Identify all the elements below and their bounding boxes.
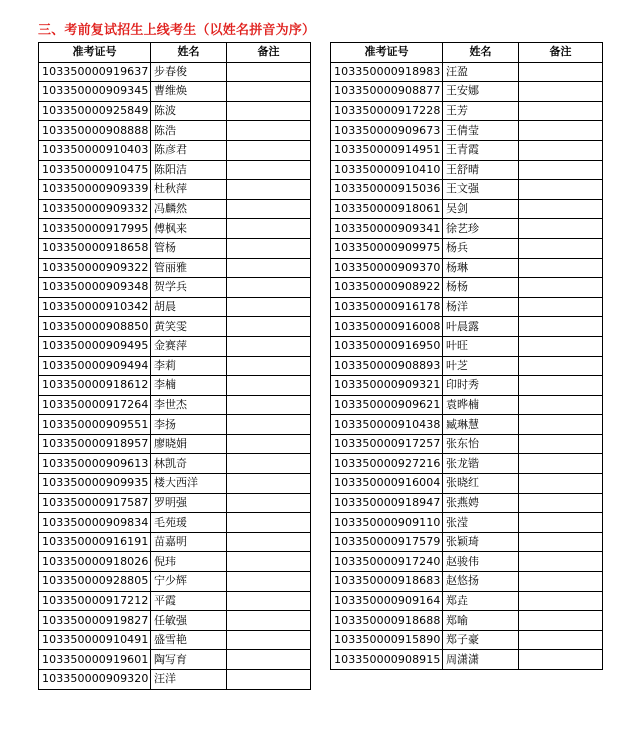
candidate-note-cell <box>519 611 603 631</box>
candidate-note-cell <box>519 278 603 298</box>
candidate-note-cell <box>519 650 603 670</box>
candidate-name-cell: 汪盈 <box>443 62 519 82</box>
candidate-note-cell <box>519 630 603 650</box>
candidate-name-cell: 冯麟然 <box>151 199 227 219</box>
candidate-name-cell: 曹维焕 <box>151 82 227 102</box>
candidate-id-cell: 103350000916950 <box>331 336 443 356</box>
table-row <box>39 474 311 494</box>
candidate-note-cell <box>227 493 311 513</box>
table-row <box>39 140 311 160</box>
candidate-note-cell <box>227 552 311 572</box>
candidate-id-cell: 103350000918061 <box>331 199 443 219</box>
candidate-id-cell: 103350000909332 <box>39 199 151 219</box>
candidate-id-cell: 103350000909621 <box>331 395 443 415</box>
candidate-name-cell: 张晓红 <box>443 474 519 494</box>
candidate-note-cell <box>519 552 603 572</box>
candidate-name-cell: 王舒晴 <box>443 160 519 180</box>
table-row <box>331 82 603 102</box>
candidate-note-cell <box>519 493 603 513</box>
candidate-note-cell <box>519 219 603 239</box>
table-row <box>39 513 311 533</box>
table-row <box>331 591 603 611</box>
candidate-note-cell <box>227 140 311 160</box>
candidate-id-cell: 103350000909975 <box>331 238 443 258</box>
candidate-name-cell: 张颖琦 <box>443 532 519 552</box>
candidate-id-cell: 103350000918683 <box>331 572 443 592</box>
candidate-id-cell: 103350000918957 <box>39 434 151 454</box>
candidate-note-cell <box>519 121 603 141</box>
candidate-name-cell: 王文强 <box>443 180 519 200</box>
table-row <box>331 160 603 180</box>
candidate-id-cell: 103350000909341 <box>331 219 443 239</box>
table-row <box>331 650 603 670</box>
candidate-note-cell <box>519 415 603 435</box>
candidate-note-cell <box>519 140 603 160</box>
candidate-note-cell <box>227 670 311 690</box>
candidate-id-cell: 103350000910475 <box>39 160 151 180</box>
candidate-id-cell: 103350000909495 <box>39 336 151 356</box>
candidate-id-cell: 103350000909348 <box>39 278 151 298</box>
candidate-id-cell: 103350000914951 <box>331 140 443 160</box>
candidate-id-cell: 103350000916191 <box>39 532 151 552</box>
candidate-id-cell: 103350000917587 <box>39 493 151 513</box>
table-row <box>331 532 603 552</box>
column-header-note: 备注 <box>519 43 603 63</box>
candidate-name-cell: 张滢 <box>443 513 519 533</box>
table-row <box>39 199 311 219</box>
candidate-id-cell: 103350000909494 <box>39 356 151 376</box>
table-row <box>39 591 311 611</box>
candidate-note-cell <box>519 572 603 592</box>
table-row <box>39 415 311 435</box>
candidate-note-cell <box>519 513 603 533</box>
candidate-name-cell: 张燕娉 <box>443 493 519 513</box>
candidate-note-cell <box>227 650 311 670</box>
candidate-name-cell: 李楠 <box>151 376 227 396</box>
candidate-id-cell: 103350000919601 <box>39 650 151 670</box>
candidate-id-cell: 103350000915890 <box>331 630 443 650</box>
table-row <box>331 572 603 592</box>
table-row <box>331 101 603 121</box>
candidate-name-cell: 张东怡 <box>443 434 519 454</box>
candidate-id-cell: 103350000908877 <box>331 82 443 102</box>
candidate-note-cell <box>519 317 603 337</box>
candidate-name-cell: 陶写育 <box>151 650 227 670</box>
candidate-name-cell: 王芳 <box>443 101 519 121</box>
candidate-name-cell: 任敏强 <box>151 611 227 631</box>
table-row <box>331 336 603 356</box>
candidate-name-cell: 陈彦君 <box>151 140 227 160</box>
candidate-name-cell: 步春俊 <box>151 62 227 82</box>
candidate-name-cell: 杨琳 <box>443 258 519 278</box>
table-row <box>39 180 311 200</box>
candidate-note-cell <box>519 82 603 102</box>
candidate-note-cell <box>519 532 603 552</box>
table-row <box>331 219 603 239</box>
table-body-right <box>331 62 603 669</box>
column-header-note: 备注 <box>227 43 311 63</box>
candidate-id-cell: 103350000918947 <box>331 493 443 513</box>
table-row <box>331 317 603 337</box>
table-row <box>39 395 311 415</box>
candidate-name-cell: 廖晓娟 <box>151 434 227 454</box>
candidate-note-cell <box>519 356 603 376</box>
candidate-id-cell: 103350000910491 <box>39 630 151 650</box>
candidate-name-cell: 郑子豪 <box>443 630 519 650</box>
table-row <box>331 474 603 494</box>
table-row <box>331 611 603 631</box>
candidate-id-cell: 103350000908850 <box>39 317 151 337</box>
table-row <box>331 552 603 572</box>
candidate-note-cell <box>227 572 311 592</box>
column-header-id: 准考证号 <box>331 43 443 63</box>
table-row <box>39 532 311 552</box>
candidate-note-cell <box>227 513 311 533</box>
candidate-note-cell <box>227 101 311 121</box>
header-row <box>39 43 311 63</box>
table-row <box>39 297 311 317</box>
candidate-name-cell: 傅枫来 <box>151 219 227 239</box>
candidate-id-cell: 103350000917228 <box>331 101 443 121</box>
candidate-id-cell: 103350000916004 <box>331 474 443 494</box>
candidate-note-cell <box>227 434 311 454</box>
candidate-name-cell: 苗嘉明 <box>151 532 227 552</box>
candidate-id-cell: 103350000908922 <box>331 278 443 298</box>
candidate-note-cell <box>227 258 311 278</box>
candidate-note-cell <box>227 278 311 298</box>
candidate-id-cell: 103350000909834 <box>39 513 151 533</box>
candidate-note-cell <box>227 219 311 239</box>
candidate-id-cell: 103350000910438 <box>331 415 443 435</box>
table-row <box>39 670 311 690</box>
candidate-id-cell: 103350000916178 <box>331 297 443 317</box>
candidate-name-cell: 罗明强 <box>151 493 227 513</box>
candidate-note-cell <box>227 317 311 337</box>
candidate-note-cell <box>519 238 603 258</box>
candidate-name-cell: 汪洋 <box>151 670 227 690</box>
column-header-name: 姓名 <box>151 43 227 63</box>
candidate-id-cell: 103350000909164 <box>331 591 443 611</box>
candidate-id-cell: 103350000909673 <box>331 121 443 141</box>
candidate-id-cell: 103350000909935 <box>39 474 151 494</box>
candidate-name-cell: 管丽雅 <box>151 258 227 278</box>
candidate-name-cell: 郑喻 <box>443 611 519 631</box>
candidate-id-cell: 103350000908888 <box>39 121 151 141</box>
candidate-name-cell: 王青霞 <box>443 140 519 160</box>
candidate-name-cell: 毛苑瑗 <box>151 513 227 533</box>
candidate-id-cell: 103350000916008 <box>331 317 443 337</box>
candidate-id-cell: 103350000910410 <box>331 160 443 180</box>
candidate-note-cell <box>519 160 603 180</box>
table-row <box>39 356 311 376</box>
table-row <box>331 376 603 396</box>
table-row <box>331 258 603 278</box>
candidate-name-cell: 杨洋 <box>443 297 519 317</box>
candidate-name-cell: 赵骏伟 <box>443 552 519 572</box>
candidate-id-cell: 103350000918026 <box>39 552 151 572</box>
candidate-note-cell <box>227 474 311 494</box>
candidate-note-cell <box>227 454 311 474</box>
table-row <box>39 552 311 572</box>
candidate-note-cell <box>519 101 603 121</box>
candidate-id-cell: 103350000918658 <box>39 238 151 258</box>
candidate-name-cell: 金赛萍 <box>151 336 227 356</box>
table-row <box>39 650 311 670</box>
candidate-name-cell: 赵悠扬 <box>443 572 519 592</box>
candidate-id-cell: 103350000909551 <box>39 415 151 435</box>
candidate-name-cell: 陈浩 <box>151 121 227 141</box>
candidate-name-cell: 管杨 <box>151 238 227 258</box>
candidate-note-cell <box>227 297 311 317</box>
table-row <box>331 297 603 317</box>
candidate-id-cell: 103350000918688 <box>331 611 443 631</box>
candidate-note-cell <box>227 121 311 141</box>
candidate-note-cell <box>227 395 311 415</box>
candidate-id-cell: 103350000910342 <box>39 297 151 317</box>
table-row <box>39 454 311 474</box>
candidate-note-cell <box>519 434 603 454</box>
candidate-name-cell: 王倩莹 <box>443 121 519 141</box>
candidate-id-cell: 103350000909370 <box>331 258 443 278</box>
candidate-note-cell <box>227 356 311 376</box>
candidate-id-cell: 103350000918612 <box>39 376 151 396</box>
candidate-name-cell: 叶旺 <box>443 336 519 356</box>
table-row <box>39 611 311 631</box>
candidate-id-cell: 103350000919827 <box>39 611 151 631</box>
candidate-name-cell: 贺学兵 <box>151 278 227 298</box>
table-row <box>39 317 311 337</box>
candidate-name-cell: 徐艺珍 <box>443 219 519 239</box>
candidate-note-cell <box>519 474 603 494</box>
table-row <box>39 160 311 180</box>
candidate-note-cell <box>227 199 311 219</box>
candidate-id-cell: 103350000909322 <box>39 258 151 278</box>
candidate-name-cell: 杨杨 <box>443 278 519 298</box>
candidate-name-cell: 吴剑 <box>443 199 519 219</box>
candidate-id-cell: 103350000909110 <box>331 513 443 533</box>
candidate-name-cell: 臧琳慧 <box>443 415 519 435</box>
candidate-note-cell <box>227 82 311 102</box>
candidate-note-cell <box>227 591 311 611</box>
table-row <box>39 238 311 258</box>
candidate-name-cell: 陈波 <box>151 101 227 121</box>
candidate-note-cell <box>519 454 603 474</box>
candidate-id-cell: 103350000917257 <box>331 434 443 454</box>
table-row <box>331 513 603 533</box>
candidate-id-cell: 103350000909339 <box>39 180 151 200</box>
candidate-name-cell: 黄笑雯 <box>151 317 227 337</box>
candidate-note-cell <box>519 199 603 219</box>
header-row <box>331 43 603 63</box>
candidate-name-cell: 李世杰 <box>151 395 227 415</box>
candidate-name-cell: 杜秋萍 <box>151 180 227 200</box>
candidate-name-cell: 李扬 <box>151 415 227 435</box>
candidate-note-cell <box>227 62 311 82</box>
candidate-note-cell <box>519 591 603 611</box>
candidate-name-cell: 平霞 <box>151 591 227 611</box>
candidate-name-cell: 林凯奇 <box>151 454 227 474</box>
table-body-left <box>39 62 311 689</box>
table-row <box>331 121 603 141</box>
table-row <box>331 278 603 298</box>
candidate-note-cell <box>227 630 311 650</box>
candidate-note-cell <box>227 611 311 631</box>
column-header-name: 姓名 <box>443 43 519 63</box>
candidate-name-cell: 宁少辉 <box>151 572 227 592</box>
candidate-id-cell: 103350000909321 <box>331 376 443 396</box>
candidates-table-right <box>330 42 603 670</box>
candidate-name-cell: 印时秀 <box>443 376 519 396</box>
candidate-note-cell <box>227 238 311 258</box>
candidate-note-cell <box>519 336 603 356</box>
candidate-note-cell <box>227 532 311 552</box>
candidate-name-cell: 李莉 <box>151 356 227 376</box>
table-row <box>331 630 603 650</box>
table-row <box>39 336 311 356</box>
candidate-note-cell <box>227 336 311 356</box>
candidate-name-cell: 袁晔楠 <box>443 395 519 415</box>
candidate-name-cell: 楼大西洋 <box>151 474 227 494</box>
table-row <box>39 493 311 513</box>
table-row <box>39 278 311 298</box>
table-row <box>39 258 311 278</box>
candidate-note-cell <box>519 395 603 415</box>
table-row <box>331 493 603 513</box>
candidate-id-cell: 103350000917264 <box>39 395 151 415</box>
candidate-id-cell: 103350000908915 <box>331 650 443 670</box>
section-title: 三、考前复试招生上线考生（以姓名拼音为序） <box>38 23 316 38</box>
table-row <box>39 121 311 141</box>
table-row <box>39 630 311 650</box>
candidate-note-cell <box>519 376 603 396</box>
candidate-id-cell: 103350000917579 <box>331 532 443 552</box>
table-row <box>331 238 603 258</box>
candidate-id-cell: 103350000909613 <box>39 454 151 474</box>
table-row <box>39 101 311 121</box>
table-row <box>331 199 603 219</box>
table-row <box>331 434 603 454</box>
candidate-note-cell <box>519 258 603 278</box>
column-header-id: 准考证号 <box>39 43 151 63</box>
candidate-name-cell: 叶芝 <box>443 356 519 376</box>
candidate-id-cell: 103350000928805 <box>39 572 151 592</box>
candidate-id-cell: 103350000917240 <box>331 552 443 572</box>
table-row <box>39 82 311 102</box>
candidate-id-cell: 103350000925849 <box>39 101 151 121</box>
table-row <box>39 219 311 239</box>
candidate-id-cell: 103350000909320 <box>39 670 151 690</box>
candidate-name-cell: 张龙锴 <box>443 454 519 474</box>
table-row <box>331 356 603 376</box>
table-row <box>331 454 603 474</box>
candidate-name-cell: 王安娜 <box>443 82 519 102</box>
candidate-name-cell: 杨兵 <box>443 238 519 258</box>
table-row <box>39 62 311 82</box>
candidate-id-cell: 103350000927216 <box>331 454 443 474</box>
candidate-note-cell <box>227 160 311 180</box>
candidate-name-cell: 郑垚 <box>443 591 519 611</box>
candidate-note-cell <box>227 415 311 435</box>
table-row <box>39 434 311 454</box>
candidate-name-cell: 周潇潇 <box>443 650 519 670</box>
candidate-note-cell <box>227 180 311 200</box>
candidate-name-cell: 胡晨 <box>151 297 227 317</box>
candidate-name-cell: 叶晨露 <box>443 317 519 337</box>
candidate-id-cell: 103350000908893 <box>331 356 443 376</box>
table-row <box>39 572 311 592</box>
candidate-id-cell: 103350000909345 <box>39 82 151 102</box>
candidates-table-left <box>38 42 311 690</box>
candidate-id-cell: 103350000910403 <box>39 140 151 160</box>
table-row <box>39 376 311 396</box>
table-row <box>331 180 603 200</box>
table-row <box>331 140 603 160</box>
candidate-id-cell: 103350000919637 <box>39 62 151 82</box>
candidate-note-cell <box>227 376 311 396</box>
candidate-id-cell: 103350000917212 <box>39 591 151 611</box>
table-row <box>331 62 603 82</box>
table-row <box>331 395 603 415</box>
candidate-note-cell <box>519 180 603 200</box>
candidate-name-cell: 陈阳洁 <box>151 160 227 180</box>
candidate-id-cell: 103350000918983 <box>331 62 443 82</box>
candidate-note-cell <box>519 297 603 317</box>
candidate-name-cell: 倪玮 <box>151 552 227 572</box>
candidate-name-cell: 盛雪艳 <box>151 630 227 650</box>
candidate-id-cell: 103350000915036 <box>331 180 443 200</box>
table-row <box>331 415 603 435</box>
candidate-id-cell: 103350000917995 <box>39 219 151 239</box>
candidate-note-cell <box>519 62 603 82</box>
